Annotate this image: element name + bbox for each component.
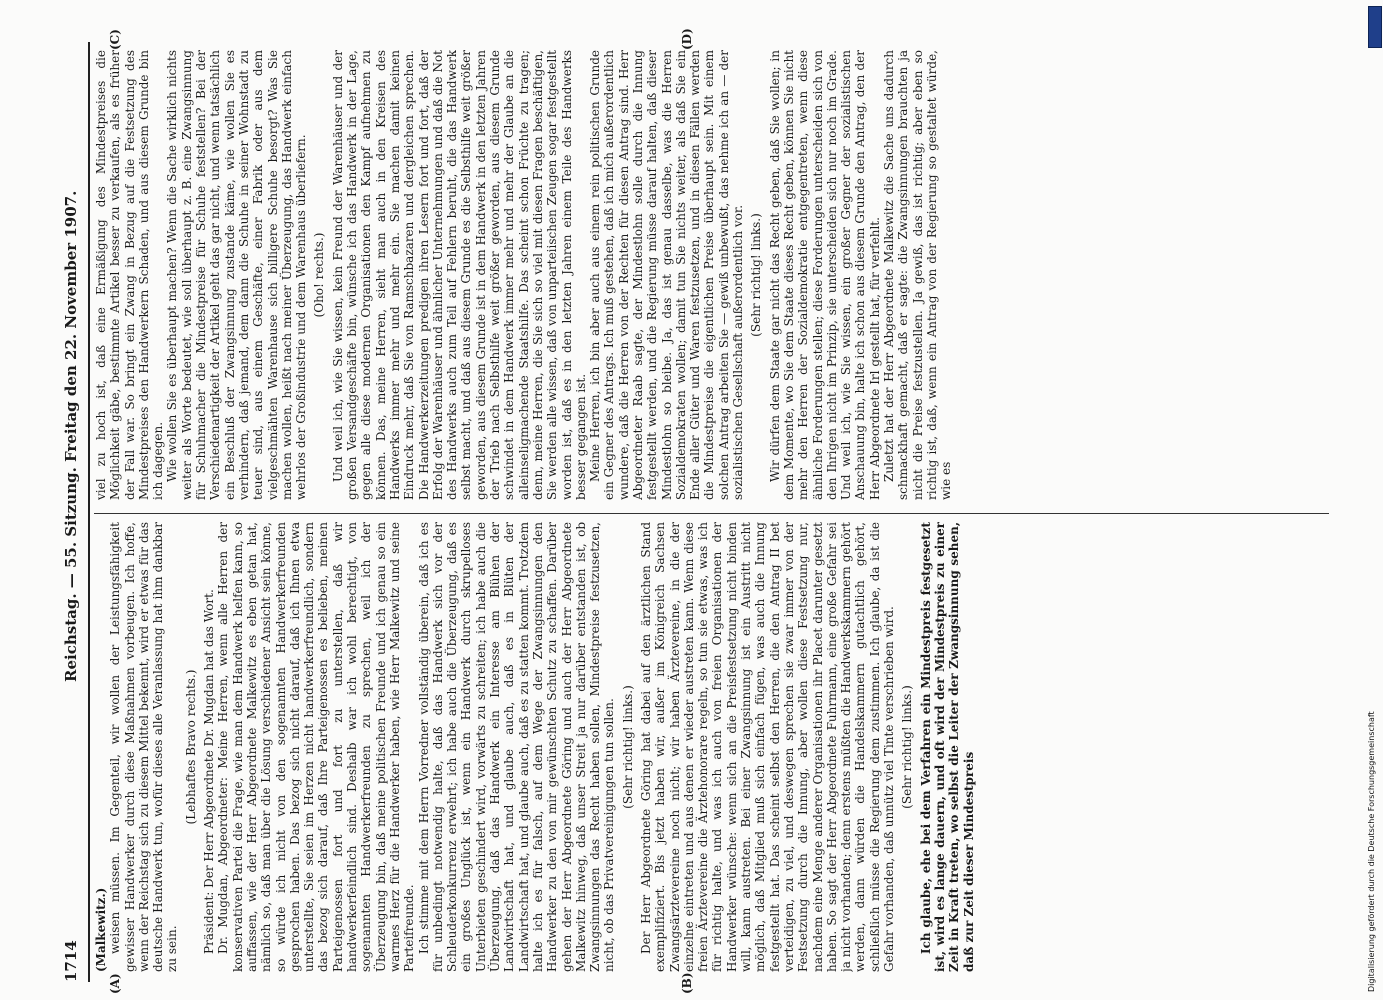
speaker-continuation: (Malkewitz.) [94,887,108,972]
page-number: 1714 [62,940,80,982]
interjection: (Sehr richtig! links.) [749,213,764,337]
paragraph: Dr. Mugdan, Abgeordneter: Meine Herren, wenn alle Herren der konservativen Partei die Frage, wie man dem Handwerk helfen kann, so auffassen, wie der Herr Abgeordnete Malkewitz es eben getan hat, nämlich so, daß man über die Lösung verschiedener Ansicht sein könne, so würde ich nicht von den sogenannten Handwerkerfreunden gesprochen haben. Das bezog sich nicht darauf, daß ich Ihnen etwa unterstellte, Sie seien im Herzen nicht handwerkerfreundlich, sondern das bezog sich darauf, daß Ihre Parteigenossen es belieben, meinen Parteigenossen fort und fort zu unterstellen, daß wir handwerkerfeindlich sind. Deshalb war ich wohl berechtigt, von sogenannten Handwerkerfreunden zu sprechen, weil ich der Überzeugung bin, daß meine politischen Freunde und ich genau so ein warmes Herz für die Handwerker haben, wie Herr Malkewitz und seine Parteifreunde. [216,522,417,972]
paragraph: Wie wollen Sie es überhaupt machen? Wenn die Sache wirklich nichts weiter als Worte bedeutet, wie soll überhaupt z. B. eine Zwangsinnung für Schuhmacher die Mindestpreise für Schuhe feststellen? Bei der Verschiedenartigkeit der Artikel geht das gar nicht, und wenn tatsächlich ein Beschluß der Zwangsinnung zustande käme, wie wollen Sie es verhindern, daß jemand, dem dann die Schuhe in seiner Wohnstadt zu teuer sind, aus einem Geschäfte, einer Fabrik oder aus dem vielgeschmähten Warenhause sich billigere Schuhe besorgt? Was Sie machen wollen, heißt nach meiner Überzeugung, das Handwerk einfach wehrlos der Großindustrie und dem Warenhaus überliefern. [165,50,309,500]
paragraph: viel zu hoch ist, daß eine Ermäßigung des Mindestpreises die Möglichkeit gäbe, bestimmte Artikel besser zu verkaufen, als es früher der Fall war. So bringt ein Zwang in Bezug auf die Festsetzung des Mindestpreises den Handwerkern Schaden, und aus diesem Grunde bin ich dagegen. [94,50,166,500]
paragraph: Zuletzt hat der Herr Abgeordnete Malkewitz die Sache uns dadurch schmackhaft gemacht, daß er sagte: die Zwangsinnungen brauchten ja nicht die Preise festzustellen. Ja gewiß, das ist richtig; aber eben so richtig ist, daß, wenn ein Antrag von der Regierung so gestaltet würde, wie es [882,50,954,500]
paragraph: Wir dürfen dem Staate gar nicht das Recht geben, daß Sie wollen; in dem Momente, wo Sie dem Staate dieses Recht geben, können Sie nicht mehr den Herren der Sozialdemokratie entgegentreten, wenn diese ähnliche Forderungen stellen; diese Forderungen unterscheiden sich von den Ihrigen nicht im Prinzip, sie unterscheiden sich nur noch im Grade. Und weil ich, wie Sie wissen, ein großer Gegner der sozialistischen Anschauung bin, halte ich schon aus diesem Grunde den Antrag, den der Herr Abgeordnete Irl gestellt hat, für verfehlt. [767,50,882,500]
interjection: (Lebhaftes Bravo rechts.) [183,669,198,825]
digitization-credit: Digitalisierung gefördert durch die Deutsche Forschungsgemeinschaft [1367,711,1376,992]
right-column [94,50,1334,500]
interjection: (Sehr richtig! links.) [900,685,915,809]
margin-marker-d: (D) [680,28,694,50]
interjection: (Sehr richtig! links.) [620,685,635,809]
column-divider [94,513,1329,514]
margin-marker-c: (C) [108,29,122,50]
left-column [94,522,1334,972]
dfg-logo [1368,6,1382,48]
interjection: (Oho! rechts.) [312,232,327,318]
page-header [62,32,86,982]
margin-marker-b: (B) [680,972,694,994]
paragraph: Der Herr Abgeordnete Göring hat dabei auf den ärztlichen Stand exemplifiziert. Bis jetzt haben wir, außer im Königreich Sachsen Zwangsärztevereine noch nicht; wir haben Ärztevereine, in die der einzelne eintreten und aus denen er wieder austreten kann. Wenn diese freien Ärztevereine die Ärztehonorare regeln, so tun sie etwas, was ich für richtig halte, und was ich auch von freien Organisationen der Handwerker wünsche: wenn sich an die Preisfestsetzung nicht binden will, kann austreten. Bei einer Zwangsinnung ist ein Austritt nicht möglich, daß Mitglied muß sich einfach fügen, was auch die Innung festgestellt hat. Das scheint selbst den Herren, die den Antrag II bet verteidigen, zu viel, und deswegen sprechen sie zwar immer von der Festsetzung durch die Innung, aber wollen diese Festsetzung nur, nachdem eine Menge anderer Organisationen ihr Placet darunter gesetzt haben. So sagt der Herr Abgeordnete Fuhrmann, eine große Gefahr sei ja nicht vorhanden; denn erstens müßten die Handwerkskammern gehört werden, dann würden die Handelskammern gutachtlich gehört, schließlich müsse die Regierung dem zustimmen. Ich glaube, da ist die Gefahr vorhanden, daß unnütz viel Tinte verschrieben wird. [638,522,897,972]
rotated-page-content [60,12,1350,992]
header-rule [88,42,90,982]
session-date: Freitag den 22. November 1907. [62,190,80,462]
paragraph: Präsident: Der Herr Abgeordnete Dr. Mugdan hat das Wort. [202,589,217,954]
paragraph: Und weil ich, wie Sie wissen, kein Freund der Warenhäuser und der großen Versandgeschäfte bin, wünsche ich das Handwerk in der Lage, gegen alle diese modernen Organisationen den Kampf aufnehmen zu können. Das, meine Herren, sieht man auch in den Kreisen des Handwerks immer mehr und mehr ein. Sie machen damit keinen Eindruck mehr, daß Sie von Ramschbazaren und dergleichen sprechen. Die Handwerkerzeitungen predigen ihren Lesern fort und fort, daß der Erfolg der Warenhäuser und ähnlicher Unternehmungen und daß die Not des Handwerks auch zum Teil auf Fehlern beruht, die das Handwerk selbst macht, und daß aus diesem Grunde es die Selbsthilfe weit größer geworden, aus diesem Grunde ist in dem Handwerk in den letzten Jahren der Trieb nach Selbsthilfe weit größer geworden, aus diesem Grunde schwindet in dem Handwerk immer mehr und mehr der Glaube an die alleinseligmachende Staatshilfe. Das scheint schon Früchte zu tragen; denn, meine Herren, die Sie sich so viel mit diesen Fragen beschäftigen, Sie werden alle wissen, daß von unparteiischen Zeugen sogar festgestellt worden ist, daß es in den letzten Jahren einem Teile des Handwerks besser gegangen ist. [330,50,588,500]
session-title: Reichstag. — 55. Sitzung. [62,467,80,682]
paragraph: weisen müssen. Im Gegenteil, wir wollen der Leistungsfähigkeit gewisser Handwerker durch diese Maßnahmen vorbeugen. Ich hoffe, wenn der Reichstag sich zu diesem Mittel bekennt, wird er etwas für das deutsche Handwerk tun, wofür dieses alle Veranlassung hat ihm dankbar zu sein. [108,522,180,972]
paragraph: Ich glaube, ehe bei dem Verfahren ein Mindestpreis festgesetzt ist, wird es lange dauern, und oft wird der Mindestpreis zu einer Zeit in Kraft treten, wo selbst die Leiter der Zwangsinnung sehen, daß zur Zeit dieser Mindestpreis [918,522,976,972]
paragraph: Ich stimme mit dem Herrn Vorredner vollständig überein, daß ich es für unbedingt notwendig halte, daß das Handwerk sich vor der Schleuderkonkurrenz erwehrt; ich habe auch die Überzeugung, daß es ein großes Unglück ist, wenn ein Handwerk durch skrupelloses Unterbieten geschindert wird, vorwärts zu schreiten; ich habe auch die Überzeugung, daß das Handwerk ein Interesse am Blühen der Landwirtschaft hat, und glaube auch, daß es in Blüten der Landwirtschaft hat, und glaube auch, daß es zu statten kommt. Trotzdem halte ich es für falsch, auf dem Wege der Zwangsinnungen den Handwerker zu den von mir gewünschten Schutz zu schaffen. Darüber gehen der Herr Abgeordnete Göring und auch der Herr Abgeordnete Malkewitz hinweg, daß unser Streit ja nur darüber entstanden ist, ob Zwangsinnungen das Recht haben sollen, Mindestpreise festzusetzen, nicht, ob das Privatvereinigungen tun sollen. [416,522,617,972]
paragraph: Meine Herren, ich bin aber auch aus einem rein politischen Grunde ein Gegner des Antrags. Ich muß gestehen, daß ich mich außerordentlich wundere, daß die Herren von der Rechten für diesen Antrag sind. Herr Abgeordneter Raab sagte, der Mindestlohn solle durch die Innung festgestellt werden, und die Regierung müsse darauf halten, daß dieser Mindestlohn so bleibe. Ja, das ist genau dasselbe, was die Herren Sozialdemokraten wollen; damit tun Sie nichts weiter, als daß Sie ein Ende aller Güter und Waren festzusetzen, und in diesen Fällen werden die Mindestpreise die eigentlichen Preise überhaupt sein. Mit einem solchen Antrag arbeiten Sie — gewiß unbewußt, das nehme ich an — der sozialistischen Gesellschaft außerordentlich vor. [588,50,746,500]
margin-marker-a: (A) [108,973,122,994]
